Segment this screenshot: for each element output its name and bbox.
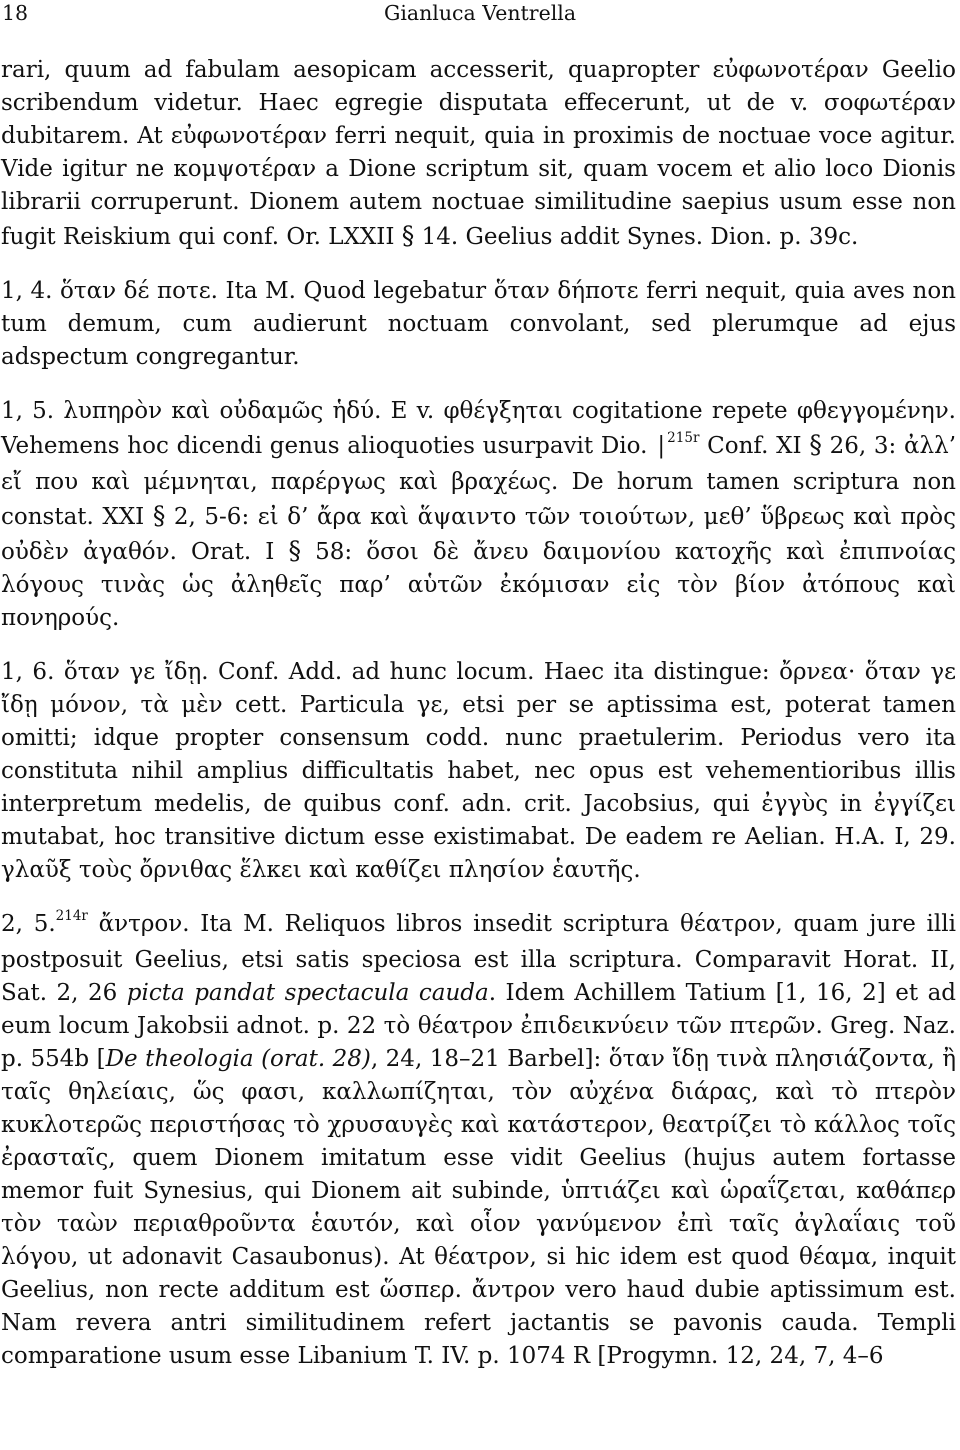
paragraph-text: 58: ὅσοι δὲ ἄνευ δαιμονίου κατοχῆς καὶ ἐπιπνοίας λόγους τινὰς ὡς ἀληθεῖς παρ’ αὑτῶν ἐκόμισαν εἰς τὸν βίον ἀτόπους καὶ πονηρούς. — [1, 539, 956, 631]
paragraph-text: 26, 3: ἀλλ’ εἴ που καὶ μέμνηται, παρέργως καὶ βραχέως. De horum tamen scriptura non constat. XXI — [1, 433, 957, 530]
page-body — [1, 54, 956, 1373]
folio-divider: | — [657, 433, 666, 459]
italic-work-title: De theologia (orat. 28) — [105, 1046, 371, 1072]
paragraph-1-4 — [1, 275, 956, 374]
italic-quotation: picta pandat spectacula cauda — [126, 980, 489, 1006]
paragraph-text: 1, 4. ὅταν δέ ποτε. Ita M. Quod legebatur ὅταν δήποτε ferri nequit, quia aves non tum demum, cum audierunt noctuam convolant, sed plerumque ad ejus adspectum congregantur. — [1, 278, 956, 370]
paragraph-1-6 — [1, 656, 956, 887]
section-sign — [289, 539, 302, 565]
section-sign — [809, 433, 822, 459]
paragraph-text: . Idem Achillem Tatium [1, 16, 2] et ad eum locum Jakobsii adnot. p. 22 τὸ θέατρον ἐπιδεικνύειν τῶν πτερῶν. Greg. Naz. p. 554b [ — [1, 980, 957, 1072]
paragraph-text: 1, 5. λυπηρὸν καὶ οὐδαμῶς ἡδύ. E v. φθέγξηται cogitatione repete φθεγγομένην. Vehemens hoc dicendi genus alioquoties usurpavit Dio. — [1, 398, 956, 459]
paragraph-text: rari, quum ad fabulam aesopicam accesserit, quapropter εὐφωνοτέραν Geelio scribendum videtur. Haec egregie disputata effecerunt, ut de v. σοφωτέραν dubitarem. At εὐφωνοτέραν ferri nequit, quia in proximis de noctuae voce agitur. Vide igitur ne κομψοτέραν a Dione scriptum sit, quam vocem et alio loco Dionis librarii corruperunt. Dionem autem noctuae similitudine saepius usum esse non fugit Reiskium qui conf. Or. LXXII — [1, 57, 956, 250]
paragraph-2-5 — [1, 908, 956, 1373]
paragraph-geelio — [1, 54, 956, 254]
paragraph-text: 2, 5-6: εἰ δ’ ἄρα καὶ ἅψαιντο τῶν τοιούτων, μεθ’ ὕβρεως καὶ πρὸς οὐδὲν ἀγαθόν. Orat. I — [1, 504, 956, 565]
folio-marker: 214r — [55, 908, 88, 925]
paragraph-text: Conf. XI — [699, 433, 810, 459]
folio-marker: 215r — [667, 430, 700, 447]
paragraph-text: 14. Geelius addit Synes. Dion. p. 39c. — [414, 224, 859, 250]
paragraph-text: 1, 6. ὅταν γε ἴδῃ. Conf. Add. ad hunc locum. Haec ita distingue: ὄρνεα· ὅταν γε ἴδῃ μόνον, τὰ μὲν cett. Particula γε, etsi per se aptissima est, poterat tamen omitti; idque propter consensum codd. nunc praetulerim. Periodus vero ita constituta nihil amplius difficultatis habet, nec opus est vehementioribus illis interpretum medelis, de quibus conf. adn. crit. Jacobsius, qui ἐγγὺς in ἐγγίζει mutabat, hoc transitive dictum esse existimabat. De eadem re Aelian. H.A. I, 29. γλαῦξ τοὺς ὄρνιθας ἕλκει καὶ καθίζει πλησίον ἑαυτῆς. — [1, 659, 956, 883]
section-sign — [153, 504, 166, 530]
page-number: 18 — [2, 1, 29, 25]
paragraph-1-5 — [1, 395, 956, 635]
page-header — [0, 0, 960, 28]
running-title: Gianluca Ventrella — [383, 1, 577, 25]
section-sign — [402, 224, 415, 250]
paragraph-text: ἄντρον. Ita M. Reliquos libros insedit scriptura θέατρον, quam jure illi postposuit Geelius, etsi satis speciosa est illa scriptura. Comparavit Horat. II, Sat. 2, 26 — [1, 911, 956, 1006]
paragraph-text: , 24, 18–21 Barbel]: ὅταν ἴδῃ τινὰ πλησιάζοντα, ἢ ταῖς θηλείαις, ὥς φασι, καλλωπίζηται, τὸν αὐχένα διάρας, καὶ τὸ πτερὸν κυκλοτερῶς περιστήσας τὸ χρυσαυγὲς καὶ κατάστερον, θεατρίζει τὸ κάλλος τοῖς ἐρασταῖς, quem Dionem imitatum esse vidit Geelius (hujus autem fortasse memor fuit Synesius, qui Dionem ait subinde, ὑπτιάζει καὶ ὡραΐζεται, καθάπερ τὸν ταὼν περιαθροῦντα ἑαυτόν, καὶ οἷον γανύμενον ἐπὶ ταῖς ἀγλαΐαις τοῦ λόγου, ut adonavit Casaubonus). At θέατρον, si hic idem est quod θέαμα, inquit Geelius, non recte additum est ὥσπερ. ἄντρον vero haud dubie aptissimum est. Nam revera antri similitudinem refert jactantis se pavonis cauda. Templi comparatione usum esse Libanium T. IV. p. 1074 R [Progymn. 12, 24, 7, 4–6 — [1, 1046, 956, 1369]
paragraph-text: 2, 5. — [1, 911, 56, 937]
